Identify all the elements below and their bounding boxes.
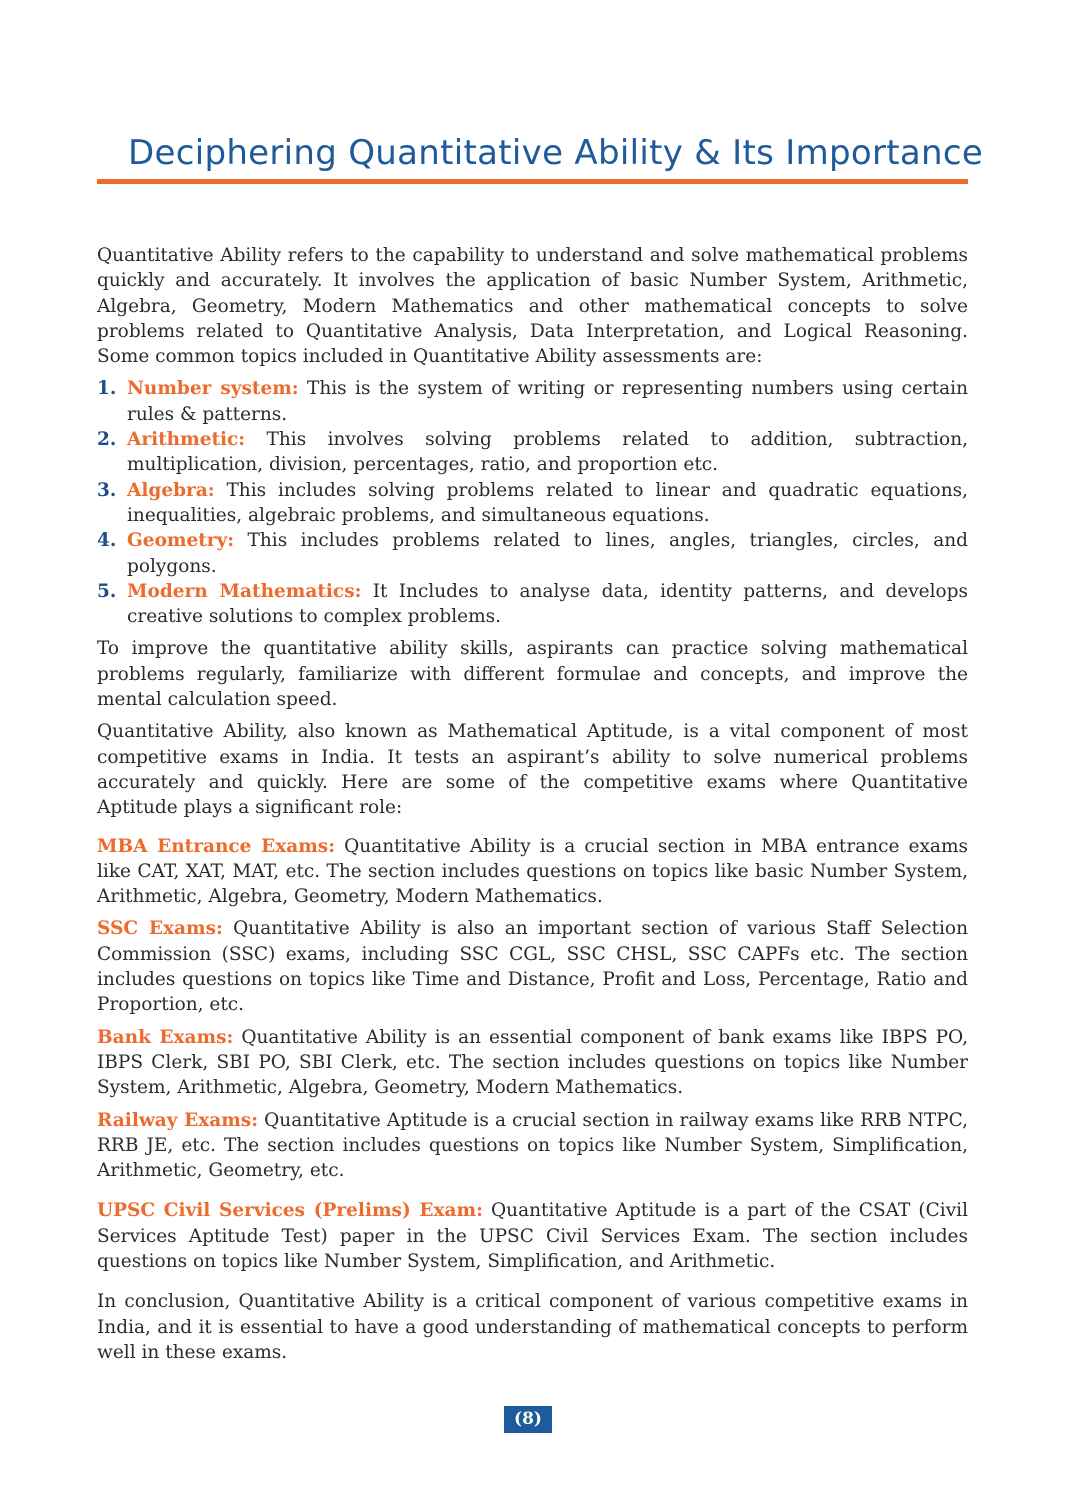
list-item-text: This is the system of writing or representing numbers using certain rules & patterns.: [127, 378, 968, 425]
list-item-term: Number system:: [127, 378, 299, 400]
list-item-number: 4.: [97, 530, 117, 552]
exam-text: Quantitative Aptitude is a part of the CSAT (Civil Services Aptitude Test) paper in the UPSC Civil Services Exam. The section includes questions on topics like Number System, Simplification, and Arithmetic.: [97, 1200, 968, 1272]
exam-paragraph-railway: [97, 1108, 968, 1184]
exam-paragraph-mba: [97, 834, 968, 910]
exam-term: SSC Exams:: [97, 918, 223, 940]
topics-list: [97, 376, 968, 629]
exam-paragraph-ssc: [97, 916, 968, 1017]
page-title: Deciphering Quantitative Ability & Its Importance: [128, 133, 984, 173]
list-item-text: This includes solving problems related to linear and quadratic equations, inequalities, algebraic problems, and simultaneous equations.: [127, 479, 968, 526]
list-item-text: This involves solving problems related to addition, subtraction, multiplication, division, percentages, ratio, and proportion etc.: [127, 429, 968, 476]
exam-text: Quantitative Ability is a crucial section in MBA entrance exams like CAT, XAT, MAT, etc. The section includes questions on topics like basic Number System, Arithmetic, Algebra, Geometry, Modern Mathematics.: [97, 835, 968, 908]
list-item-term: Geometry:: [127, 530, 235, 552]
list-item-text: This includes problems related to lines, angles, triangles, circles, and polygons.: [127, 530, 968, 577]
list-item: [97, 427, 968, 478]
list-item: [97, 376, 968, 427]
exam-paragraph-bank: [97, 1025, 968, 1101]
list-item: [97, 579, 968, 630]
exam-term: Railway Exams:: [97, 1109, 259, 1131]
exam-term: MBA Entrance Exams:: [97, 835, 336, 857]
exam-term: Bank Exams:: [97, 1026, 234, 1048]
exam-text: Quantitative Aptitude is a crucial section in railway exams like RRB NTPC, RRB JE, etc. The section includes questions on topics like Number System, Simplification, Arithmetic, Geometry, etc.: [97, 1109, 968, 1182]
exam-text: Quantitative Ability is an essential component of bank exams like IBPS PO, IBPS Clerk, SBI PO, SBI Clerk, etc. The section includes questions on topics like Number System, Arithmetic, Algebra, Geometry, Modern Mathematics.: [97, 1026, 968, 1099]
page-number-badge: (8): [504, 1406, 552, 1433]
exam-text: Quantitative Ability is also an important section of various Staff Selection Commission (SSC) exams, including SSC CGL, SSC CHSL, SSC CAPFs etc. The section includes questions on topics like Time and Distance, Profit and Loss, Percentage, Ratio and Proportion, etc.: [97, 918, 968, 1016]
list-item-term: Arithmetic:: [127, 429, 246, 451]
aptitude-paragraph: Quantitative Ability, also known as Mathematical Aptitude, is a vital component of most competitive exams in India. It tests an aspirant’s ability to solve numerical problems accurately and quickly. Here are some of the competitive exams where Quantitative Aptitude plays a significant role:: [97, 721, 968, 819]
exam-term: UPSC Civil Services (Prelims) Exam:: [97, 1200, 483, 1222]
intro-paragraph: Quantitative Ability refers to the capability to understand and solve mathematical problems quickly and accurately. It involves the application of basic Number System, Arithmetic, Algebra, Geometry, Modern Mathematics and other mathematical concepts to solve problems related to Quantitative Analysis, Data Interpretation, and Logical Reasoning. Some common topics included in Quantitative Ability assessments are:: [97, 245, 968, 368]
page-body: [97, 243, 968, 1365]
list-item-term: Algebra:: [127, 479, 215, 501]
list-item-term: Modern Mathematics:: [127, 580, 362, 602]
conclusion-paragraph: In conclusion, Quantitative Ability is a critical component of various competitive exams in India, and it is essential to have a good understanding of mathematical concepts to perform well in these exams.: [97, 1291, 968, 1363]
list-item-number: 5.: [97, 580, 117, 602]
list-item-number: 2.: [97, 429, 117, 451]
list-item: [97, 528, 968, 579]
title-underline: [97, 179, 968, 184]
list-item-number: 3.: [97, 479, 117, 501]
improve-paragraph: To improve the quantitative ability skills, aspirants can practice solving mathematical problems regularly, familiarize with different formulae and concepts, and improve the mental calculation speed.: [97, 638, 968, 711]
list-item: [97, 478, 968, 529]
list-item-number: 1.: [97, 378, 117, 400]
list-item-text: It Includes to analyse data, identity patterns, and develops creative solutions to complex problems.: [127, 580, 968, 628]
exam-paragraph-upsc: [97, 1198, 968, 1274]
